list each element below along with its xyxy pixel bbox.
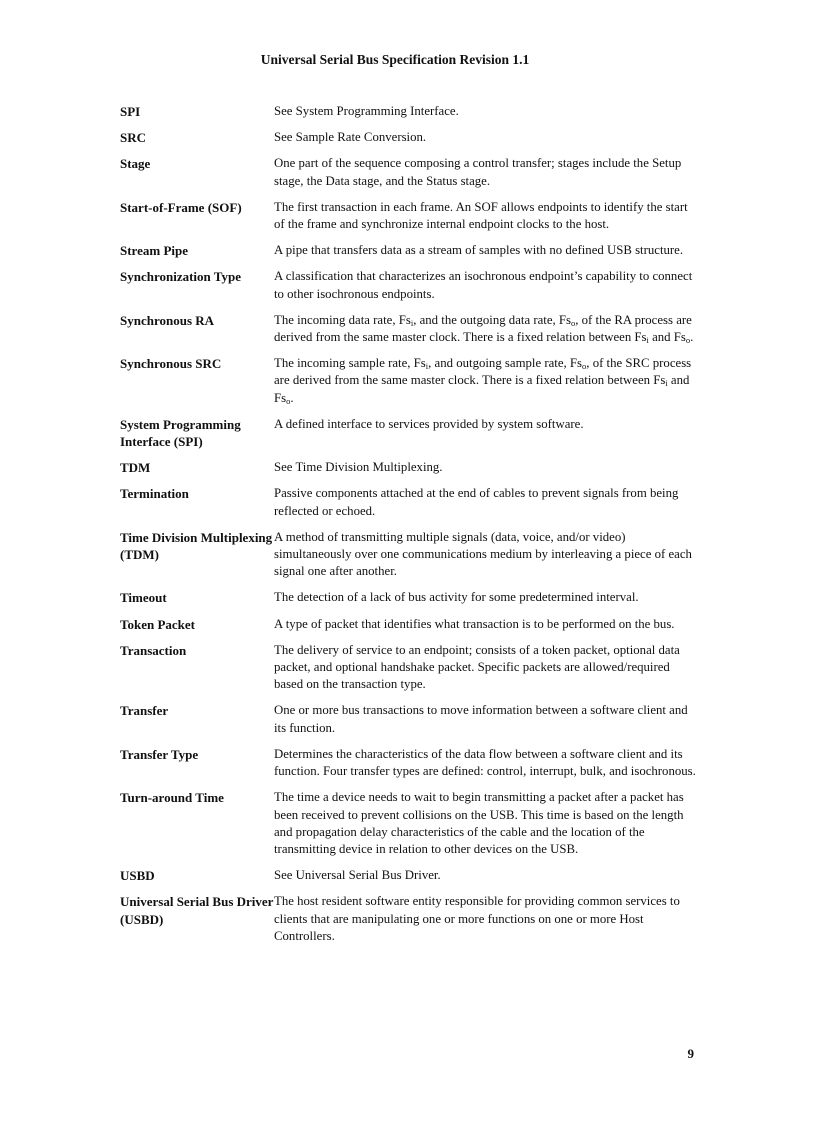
subscript-text: i [665,378,668,389]
glossary-definition: One or more bus transactions to move information between a software client and its function. [274,703,688,735]
definition-text: . [690,330,694,345]
glossary-term: USBD [120,868,155,884]
subscript-text: o [685,335,691,346]
definition-text: The incoming sample rate, Fs [274,356,426,371]
subscript-text: i [425,361,429,372]
glossary-term: Synchronous SRC [120,356,222,372]
glossary-term: System Programming Interface (SPI) [120,416,241,450]
glossary-entry [120,642,700,694]
glossary-definition [274,312,700,346]
glossary-definition: A type of packet that identifies what transaction is to be performed on the bus. [274,616,675,631]
glossary-definition: Passive components attached at the end of cables to prevent signals from being reflected or echoed. [274,486,679,518]
subscript-text: i [410,317,414,328]
glossary-definition: A pipe that transfers data as a stream of samples with no defined USB structure. [274,243,684,258]
definition-text: . [290,390,294,405]
glossary-term: Universal Serial Bus Driver (USBD) [120,894,274,927]
glossary-definition: See Universal Serial Bus Driver. [274,868,441,883]
glossary-entry [120,789,700,858]
definition-text: The incoming data rate, Fs [274,312,411,327]
glossary-term: Stream Pipe [120,243,188,259]
glossary-definition: The delivery of service to an endpoint; consists of a token packet, optional data packet, and optional handshake packet. Specific packets are allowed/required based on the transaction type. [274,642,680,692]
definition-text: , and outgoing sample rate, Fs [428,356,583,371]
glossary-term: TDM [120,460,151,476]
subscript-text: i [646,335,649,346]
glossary-definition: A defined interface to services provided by system software. [274,416,584,431]
glossary-definition: See Sample Rate Conversion. [274,130,427,145]
page-header: Universal Serial Bus Specification Revision 1.1 [260,52,530,67]
glossary-term: Transaction [120,642,187,658]
glossary-definition: See Time Division Multiplexing. [274,460,443,475]
glossary-entry [120,746,700,780]
glossary-term: Turn-around Time [120,790,224,806]
glossary-definition: Determines the characteristics of the data flow between a software client and its function. Four transfer types are defined: control, interrupt, bulk, and isochronous. [274,746,696,779]
glossary-term: Transfer [120,703,169,719]
glossary-term: SRC [120,130,147,146]
definition-text: , and the outgoing data rate, Fs [413,312,571,327]
definition-text: , of the SRC process are derived from the same master clock. There is a fixed relation between Fs [274,356,692,388]
glossary-definition: See System Programming Interface. [274,104,459,118]
glossary-term: Stage [120,156,151,172]
glossary-entry [120,867,700,884]
glossary-entry [120,893,700,945]
glossary-entry [120,199,700,233]
glossary-entry [120,416,700,450]
glossary-term: Time Division Multiplexing (TDM) [120,529,273,563]
definition-text: , of the RA process are derived from the same master clock. There is a fixed relation between Fs [274,312,692,345]
glossary-term: Synchronous RA [120,312,215,328]
glossary-definition: The time a device needs to wait to begin transmitting a packet after a packet has been received to prevent collisions on the USB. This time is based on the length and propagation delay characteristics of the cable and the location of the transmitting device in relation to other devices on the USB. [274,790,684,856]
subscript-text: o [582,361,587,372]
glossary-term: Transfer Type [120,746,199,762]
glossary-term: Token Packet [120,616,195,632]
definition-text: and Fs [648,330,686,345]
glossary-definition: The first transaction in each frame. An SOF allows endpoints to identify the start of the frame and synchronize internal endpoint clocks to the host. [274,199,688,232]
definition-text: and Fs [274,373,690,405]
glossary-entry [120,268,700,302]
glossary-entry [120,129,700,146]
glossary-entry [120,616,700,633]
glossary-entry [120,529,700,581]
glossary-entry [120,485,700,519]
glossary-definition [274,355,700,407]
glossary-definition: A classification that characterizes an isochronous endpoint’s capability to connect to other isochronous endpoints. [274,269,693,301]
glossary-definition: The detection of a lack of bus activity for some predetermined interval. [274,590,639,605]
glossary-list [120,103,700,954]
subscript-text: o [286,395,291,406]
glossary-term: Start-of-Frame (SOF) [120,199,242,215]
glossary-term: Timeout [120,590,167,606]
glossary-entry [120,459,700,476]
glossary-entry [120,155,700,189]
glossary-entry [120,589,700,606]
glossary-entry [120,103,700,120]
glossary-term: Termination [120,486,189,502]
glossary-term: SPI [120,104,141,119]
subscript-text: o [571,317,576,328]
page-number: 9 [687,1046,694,1061]
glossary-entry [120,355,700,407]
glossary-entry [120,702,700,736]
glossary-term: Synchronization Type [120,269,241,285]
glossary-definition: The host resident software entity responsible for providing common services to clients that are manipulating one or more functions on one or more Host Controllers. [274,894,680,943]
glossary-definition: One part of the sequence composing a control transfer; stages include the Setup stage, the Data stage, and the Status stage. [274,156,682,188]
glossary-entry [120,312,700,346]
glossary-definition: A method of transmitting multiple signals (data, voice, and/or video) simultaneously over one communications medium by interleaving a piece of each signal one after another. [274,529,692,579]
glossary-entry [120,242,700,259]
